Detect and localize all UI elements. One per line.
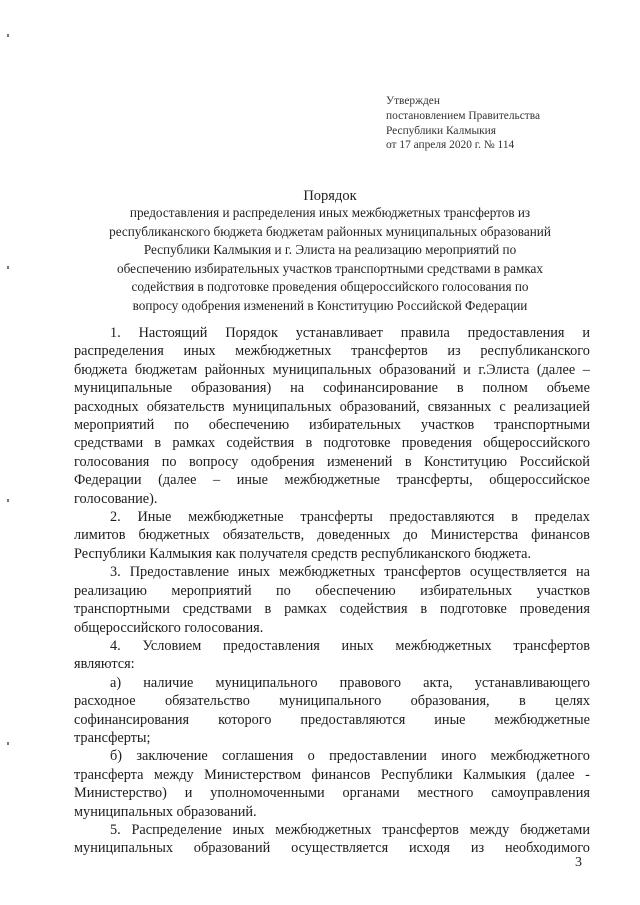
body-word: соглашения	[222, 748, 294, 765]
paragraph-line	[74, 711, 590, 729]
body-word: устанавливает	[295, 325, 383, 341]
body-word: в	[519, 693, 526, 710]
paragraph-line	[74, 526, 590, 544]
body-word: предоставляются	[300, 711, 406, 728]
body-word: участков	[420, 417, 475, 434]
body-word: реализацию	[74, 582, 147, 599]
approval-line: Утвержден	[386, 95, 440, 107]
body-word: -	[585, 766, 590, 783]
paragraph-line	[74, 637, 590, 655]
body-word: общероссийского голосования.	[74, 619, 264, 636]
body-word: Министерство)	[74, 785, 167, 802]
body-word: самоуправления	[491, 785, 590, 802]
body-word: республиканского	[480, 343, 590, 360]
body-word: муниципальных образований.	[74, 803, 257, 820]
paragraph-line	[74, 803, 590, 821]
body-word: 1.	[110, 325, 121, 341]
paragraph-line	[74, 747, 590, 765]
subtitle-line: Республики Калмыкия и г. Элиста на реализацию мероприятий по	[143, 242, 517, 258]
paragraph-line	[74, 655, 590, 673]
body-word: из	[470, 840, 485, 857]
body-word: межбюджетные	[494, 711, 590, 728]
body-word: доведенных	[317, 527, 391, 544]
body-word: правила	[400, 325, 450, 341]
body-word: и	[463, 361, 471, 378]
scan-margin-mark	[7, 742, 9, 745]
body-word: межбюджетных	[275, 821, 372, 838]
body-word: Федерации	[74, 472, 142, 489]
body-word: связанных	[427, 398, 492, 415]
body-word: на	[290, 380, 305, 397]
body-word: между	[469, 821, 510, 838]
body-word: иного	[441, 748, 477, 765]
body-word: б)	[110, 748, 123, 765]
body-word: Порядок	[225, 325, 278, 341]
body-word: трансфертов	[513, 637, 590, 654]
approval-stamp	[386, 94, 540, 153]
document-subtitle	[60, 204, 600, 316]
body-word: межбюджетных	[395, 637, 492, 654]
body-word: обязательств	[146, 398, 225, 415]
body-word: до	[403, 527, 418, 544]
approval-line: постановлением Правительства	[386, 109, 541, 122]
body-word: предоставлении	[329, 748, 427, 765]
body-word: расходных	[74, 398, 139, 415]
body-word: и	[582, 325, 590, 341]
body-word: исходя	[409, 840, 450, 857]
paragraph-line	[74, 379, 590, 397]
body-word: 2.	[110, 509, 121, 526]
body-word: Иные	[137, 509, 172, 526]
body-word: местного	[417, 785, 474, 802]
approval-line: от 17 апреля 2020 г. № 114	[386, 139, 515, 152]
subtitle-line: содействия в подготовке проведения общероссийского голосования по	[131, 279, 529, 295]
paragraph-line	[74, 361, 590, 379]
body-word: между	[153, 766, 194, 783]
body-word: лимитов	[74, 527, 126, 544]
body-word: Конституцию	[424, 453, 508, 470]
body-word: бюджетных	[138, 527, 210, 544]
body-word: средствами	[74, 435, 144, 452]
body-word: обязательств,	[222, 527, 305, 544]
body-word: в	[154, 435, 162, 452]
body-word: полном	[482, 380, 528, 397]
paragraph-line	[74, 582, 590, 600]
body-word: образований	[193, 840, 271, 857]
body-word: в	[420, 601, 428, 618]
paragraph-line	[74, 839, 590, 857]
body-word: содействия	[339, 601, 408, 618]
subtitle-line: республиканского бюджета бюджетам районных муниципальных образований	[109, 223, 551, 239]
body-word: бюджета	[74, 361, 128, 378]
body-word: наличие	[143, 674, 194, 691]
body-word: предоставляются	[389, 509, 495, 526]
body-word: 5.	[110, 821, 121, 838]
body-word: по	[161, 453, 177, 470]
body-word: иные	[434, 711, 466, 728]
body-word: трансферты,	[396, 472, 473, 489]
body-word: акта,	[423, 674, 453, 691]
body-word: изменений	[327, 453, 393, 470]
body-word: образования)	[191, 380, 272, 397]
subtitle-line: вопросу одобрения изменений в Конституцию Российской Федерации	[132, 297, 528, 313]
body-word: пределах	[534, 509, 590, 526]
body-word: обязательство	[164, 693, 250, 710]
body-word: целях	[555, 693, 590, 710]
body-word: и	[184, 785, 193, 802]
paragraph-line	[74, 784, 590, 802]
paragraph-line	[74, 674, 590, 692]
body-word: расходное	[74, 693, 136, 710]
body-word: осуществляется	[291, 840, 389, 857]
body-word: устанавливающего	[474, 674, 590, 691]
body-word: органами	[342, 785, 400, 802]
body-word: Предоставление	[129, 564, 229, 581]
paragraph-line	[74, 600, 590, 618]
body-word: предоставления	[467, 325, 565, 341]
body-word: –	[213, 472, 221, 489]
body-word: муниципальных	[232, 398, 332, 415]
paragraph-line	[74, 471, 590, 489]
paragraph-line	[74, 490, 590, 508]
body-word: образований	[379, 361, 456, 378]
body-word: Распределение	[131, 821, 222, 838]
body-word: по	[276, 582, 291, 599]
body-word: которого	[218, 711, 272, 728]
paragraph-line	[74, 398, 590, 416]
body-word: Условием	[142, 637, 202, 654]
body-word: г.Элиста	[478, 361, 530, 378]
body-word: межбюджетных	[279, 564, 376, 581]
body-word: в	[511, 509, 518, 526]
scan-margin-mark	[7, 266, 9, 269]
body-word: одобрения	[250, 453, 315, 470]
body-word: объеме	[546, 380, 590, 397]
paragraph-line	[74, 434, 590, 452]
body-word: с	[499, 398, 506, 415]
body-word: финансов	[311, 766, 371, 783]
body-word: общероссийское	[489, 472, 590, 489]
body-word: из	[447, 343, 461, 360]
body-word: муниципального	[215, 674, 318, 691]
paragraph-line	[74, 342, 590, 360]
page-number: 3	[575, 855, 582, 870]
body-word: в	[264, 601, 272, 618]
body-word: избирательных	[420, 582, 513, 599]
body-word: иных	[341, 637, 374, 654]
scan-margin-mark	[7, 499, 9, 502]
body-word: трансфертов	[384, 564, 461, 581]
subtitle-line: предоставления и распределения иных межбюджетных трансфертов из	[129, 205, 531, 220]
body-word: бюджетам	[134, 361, 198, 378]
body-word: в	[404, 453, 412, 470]
paragraph-line	[74, 821, 590, 839]
body-word: проведения	[401, 435, 472, 452]
body-word: –	[582, 361, 590, 378]
scan-margin-mark	[7, 34, 9, 37]
body-word: транспортными	[74, 601, 170, 618]
body-word: трансфертов	[351, 343, 428, 360]
body-word: 4.	[110, 637, 121, 654]
body-word: подготовке	[323, 435, 391, 452]
body-word: Российской	[519, 453, 590, 470]
document-body	[74, 324, 590, 858]
body-word: вопросу	[188, 453, 239, 470]
body-word: Настоящий	[138, 325, 208, 341]
approval-line: Республики Калмыкия	[386, 124, 497, 137]
paragraph-line	[74, 766, 590, 784]
body-word: 3.	[110, 564, 121, 581]
body-word: межбюджетных	[235, 343, 332, 360]
body-word: Калмыкия	[463, 766, 526, 783]
body-word: в	[456, 380, 464, 397]
body-word: образований,	[339, 398, 420, 415]
body-word: осуществляется	[469, 564, 567, 581]
body-word: бюджетами	[519, 821, 590, 838]
paragraph-line	[74, 416, 590, 434]
body-word: реализацией	[513, 398, 590, 415]
body-word: иных	[232, 821, 265, 838]
body-word: на	[576, 564, 590, 581]
body-word: мероприятий	[171, 582, 252, 599]
body-word: муниципальных	[74, 840, 173, 857]
body-word: голосование).	[74, 490, 158, 507]
body-word: правового	[339, 674, 402, 691]
body-word: трансферта	[74, 766, 144, 783]
body-word: Министерством	[204, 766, 302, 783]
document-title: Порядок	[303, 188, 357, 204]
body-word: трансферты	[300, 509, 373, 526]
body-word: подготовке	[439, 601, 507, 618]
body-word: Республики	[380, 766, 453, 783]
paragraph-line	[74, 453, 590, 471]
body-word: заключение	[136, 748, 208, 765]
body-word: проведения	[519, 601, 590, 618]
body-word: рамках	[172, 435, 216, 452]
body-word: (далее	[158, 472, 197, 489]
body-word: по	[174, 417, 189, 434]
body-word: муниципальных	[272, 361, 372, 378]
body-word: голосования	[74, 453, 150, 470]
body-word: образования,	[410, 693, 490, 710]
body-word: транспортными	[494, 417, 590, 434]
paragraph-line	[74, 508, 590, 526]
body-word: содействия	[226, 435, 295, 452]
body-word: мероприятий	[74, 417, 155, 434]
paragraph-line	[74, 729, 590, 747]
body-word: финансов	[531, 527, 590, 544]
body-word: (далее	[536, 766, 575, 783]
body-word: районных	[204, 361, 266, 378]
body-word: уполномоченными	[210, 785, 325, 802]
paragraph-line	[74, 692, 590, 710]
body-word: являются:	[74, 656, 135, 673]
body-word: трансфертов	[382, 821, 459, 838]
body-word: межбюджетные	[284, 472, 381, 489]
body-word: Республики Калмыкия как получателя средств республиканского бюджета.	[74, 545, 532, 562]
body-word: средствами	[182, 601, 252, 618]
body-word: в	[305, 435, 313, 452]
paragraph-line	[74, 324, 590, 342]
body-word: о	[307, 748, 315, 765]
body-word: а)	[110, 674, 122, 691]
body-word: межбюджетные	[188, 509, 284, 526]
body-word: обеспечению	[315, 582, 396, 599]
paragraph-line	[74, 563, 590, 581]
paragraph-line	[74, 545, 590, 563]
body-word: софинансирование	[323, 380, 438, 397]
body-word: общероссийского	[483, 435, 590, 452]
body-word: трансферты;	[74, 729, 151, 746]
body-word: иных	[183, 343, 216, 360]
body-word: иные	[236, 472, 268, 489]
body-word: распределения	[74, 343, 164, 360]
body-word: избирательных	[309, 417, 402, 434]
body-word: рамках	[284, 601, 327, 618]
body-word: Министерства	[430, 527, 519, 544]
body-word: обеспечению	[208, 417, 290, 434]
paragraph-line	[74, 619, 590, 637]
body-word: иных	[237, 564, 271, 581]
body-word: предоставления	[223, 637, 320, 654]
body-word: софинансирования	[74, 711, 190, 728]
body-word: необходимого	[504, 840, 590, 857]
body-word: (далее	[536, 361, 576, 378]
body-word: муниципальные	[74, 380, 173, 397]
body-word: участков	[536, 582, 590, 599]
body-word: межбюджетного	[490, 748, 590, 765]
body-word: муниципального	[279, 693, 382, 710]
subtitle-line: обеспечению избирательных участков транспортными средствами в рамках	[117, 260, 543, 276]
